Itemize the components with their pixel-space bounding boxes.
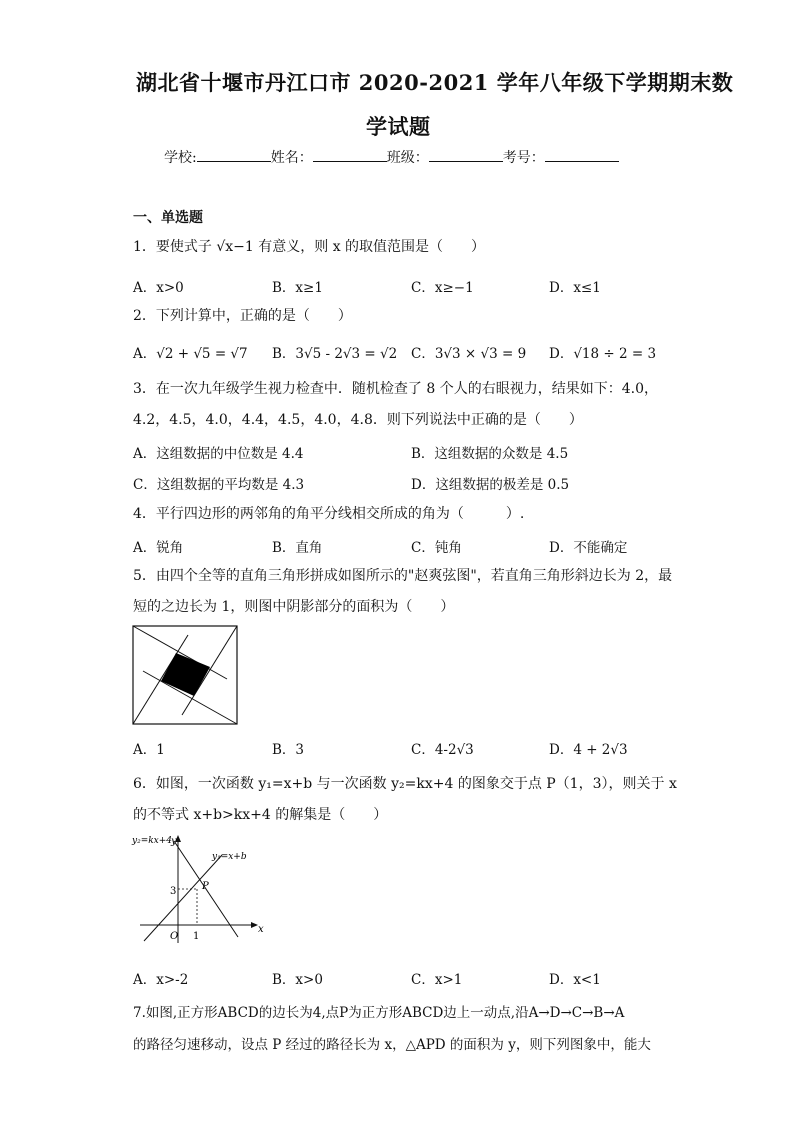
label-origin: O (170, 931, 179, 942)
q6-stem-line2: 的不等式 x+b>kx+4 的解集是（ ） (133, 807, 388, 823)
q3-stem-line1: 3．在一次九年级学生视力检查中．随机检查了 8 个人的右眼视力，结果如下：4.0， (133, 381, 658, 397)
exam-no-label: 考号： (502, 150, 545, 166)
q4-option-c: C．钝角 (411, 540, 462, 556)
q5-option-c: C．4-2√3 (411, 742, 474, 758)
label-x-tick: 1 (193, 931, 200, 942)
q5-option-b: B．3 (272, 742, 305, 758)
q5-option-a: A．1 (133, 742, 165, 758)
q1-option-a: A．x>0 (133, 280, 184, 296)
q4-option-a: A．锐角 (133, 540, 184, 556)
q5-stem-line2: 短的之边长为 1，则图中阴影部分的面积为（ ） (133, 599, 455, 615)
q2-option-c: C．3√3 × √3 = 9 (411, 346, 527, 362)
shaded-center-square (161, 653, 210, 696)
q1-option-b: B．x≥1 (272, 280, 323, 296)
q4-option-d: D．不能确定 (549, 540, 628, 556)
section-heading: 一、单选题 (133, 210, 203, 226)
label-x-axis: x (258, 924, 264, 935)
q6-option-c: C．x>1 (411, 972, 463, 988)
x-axis-arrow (251, 922, 258, 928)
q1-stem: 1．要使式子 √x−1 有意义，则 x 的取值范围是（ ） (133, 239, 486, 255)
school-label: 学校: (164, 150, 197, 166)
line-y1 (144, 855, 222, 941)
label-y2: y₂=kx+4 (132, 836, 173, 846)
school-blank[interactable] (197, 147, 271, 162)
label-point-p: P (202, 881, 209, 892)
page-title-line2: 学试题 (366, 114, 431, 139)
q3-option-c: C．这组数据的平均数是 4.3 (133, 477, 305, 493)
name-label: 姓名： (270, 150, 313, 166)
label-y-tick: 3 (170, 886, 177, 897)
zhao-shuang-diagram (132, 625, 238, 725)
q7-stem-line1: 7.如图,正方形ABCD的边长为4,点P为正方形ABCD边上一动点,沿A→D→C→B→A (133, 1005, 625, 1021)
q4-option-b: B．直角 (272, 540, 323, 556)
label-y-axis: y (171, 836, 177, 847)
q6-function-graph (130, 833, 270, 948)
class-label: 班级： (386, 150, 429, 166)
q6-option-d: D．x<1 (549, 972, 601, 988)
q6-stem-line1: 6．如图，一次函数 y₁=x+b 与一次函数 y₂=kx+4 的图象交于点 P（1，3），则关于 x (133, 776, 677, 792)
q4-stem: 4．平行四边形的两邻角的角平分线相交所成的角为（ ）. (133, 506, 525, 522)
class-blank[interactable] (429, 147, 503, 162)
q6-option-a: A．x>-2 (133, 972, 189, 988)
q5-option-d: D．4 + 2√3 (549, 742, 628, 758)
q2-option-a: A．√2 + √5 = √7 (133, 346, 248, 362)
exam-no-blank[interactable] (545, 147, 619, 162)
q6-option-b: B．x>0 (272, 972, 323, 988)
q2-option-b: B．3√5 - 2√3 = √2 (272, 346, 398, 362)
q7-stem-line2: 的路径匀速移动，设点 P 经过的路径长为 x，△APD 的面积为 y，则下列图象中，能大 (133, 1037, 651, 1053)
q2-option-d: D．√18 ÷ 2 = 3 (549, 346, 657, 362)
page-title-line1: 湖北省十堰市丹江口市 2020-2021 学年八年级下学期期末数 (136, 70, 734, 95)
q1-option-d: D．x≤1 (549, 280, 601, 296)
q3-stem-line2: 4.2，4.5，4.0，4.4，4.5，4.0，4.8．则下列说法中正确的是（ ） (133, 412, 583, 428)
label-y1: y₁=x+b (212, 852, 247, 862)
name-blank[interactable] (313, 147, 387, 162)
q3-option-d: D．这组数据的极差是 0.5 (411, 477, 570, 493)
q5-stem-line1: 5．由四个全等的直角三角形拼成如图所示的"赵爽弦图"，若直角三角形斜边长为 2，最 (133, 568, 673, 584)
q3-option-b: B．这组数据的众数是 4.5 (411, 446, 569, 462)
info-fields (164, 147, 619, 167)
q3-option-a: A．这组数据的中位数是 4.4 (133, 446, 304, 462)
q2-stem: 2．下列计算中，正确的是（ ） (133, 308, 352, 324)
q1-option-c: C．x≥−1 (411, 280, 474, 296)
